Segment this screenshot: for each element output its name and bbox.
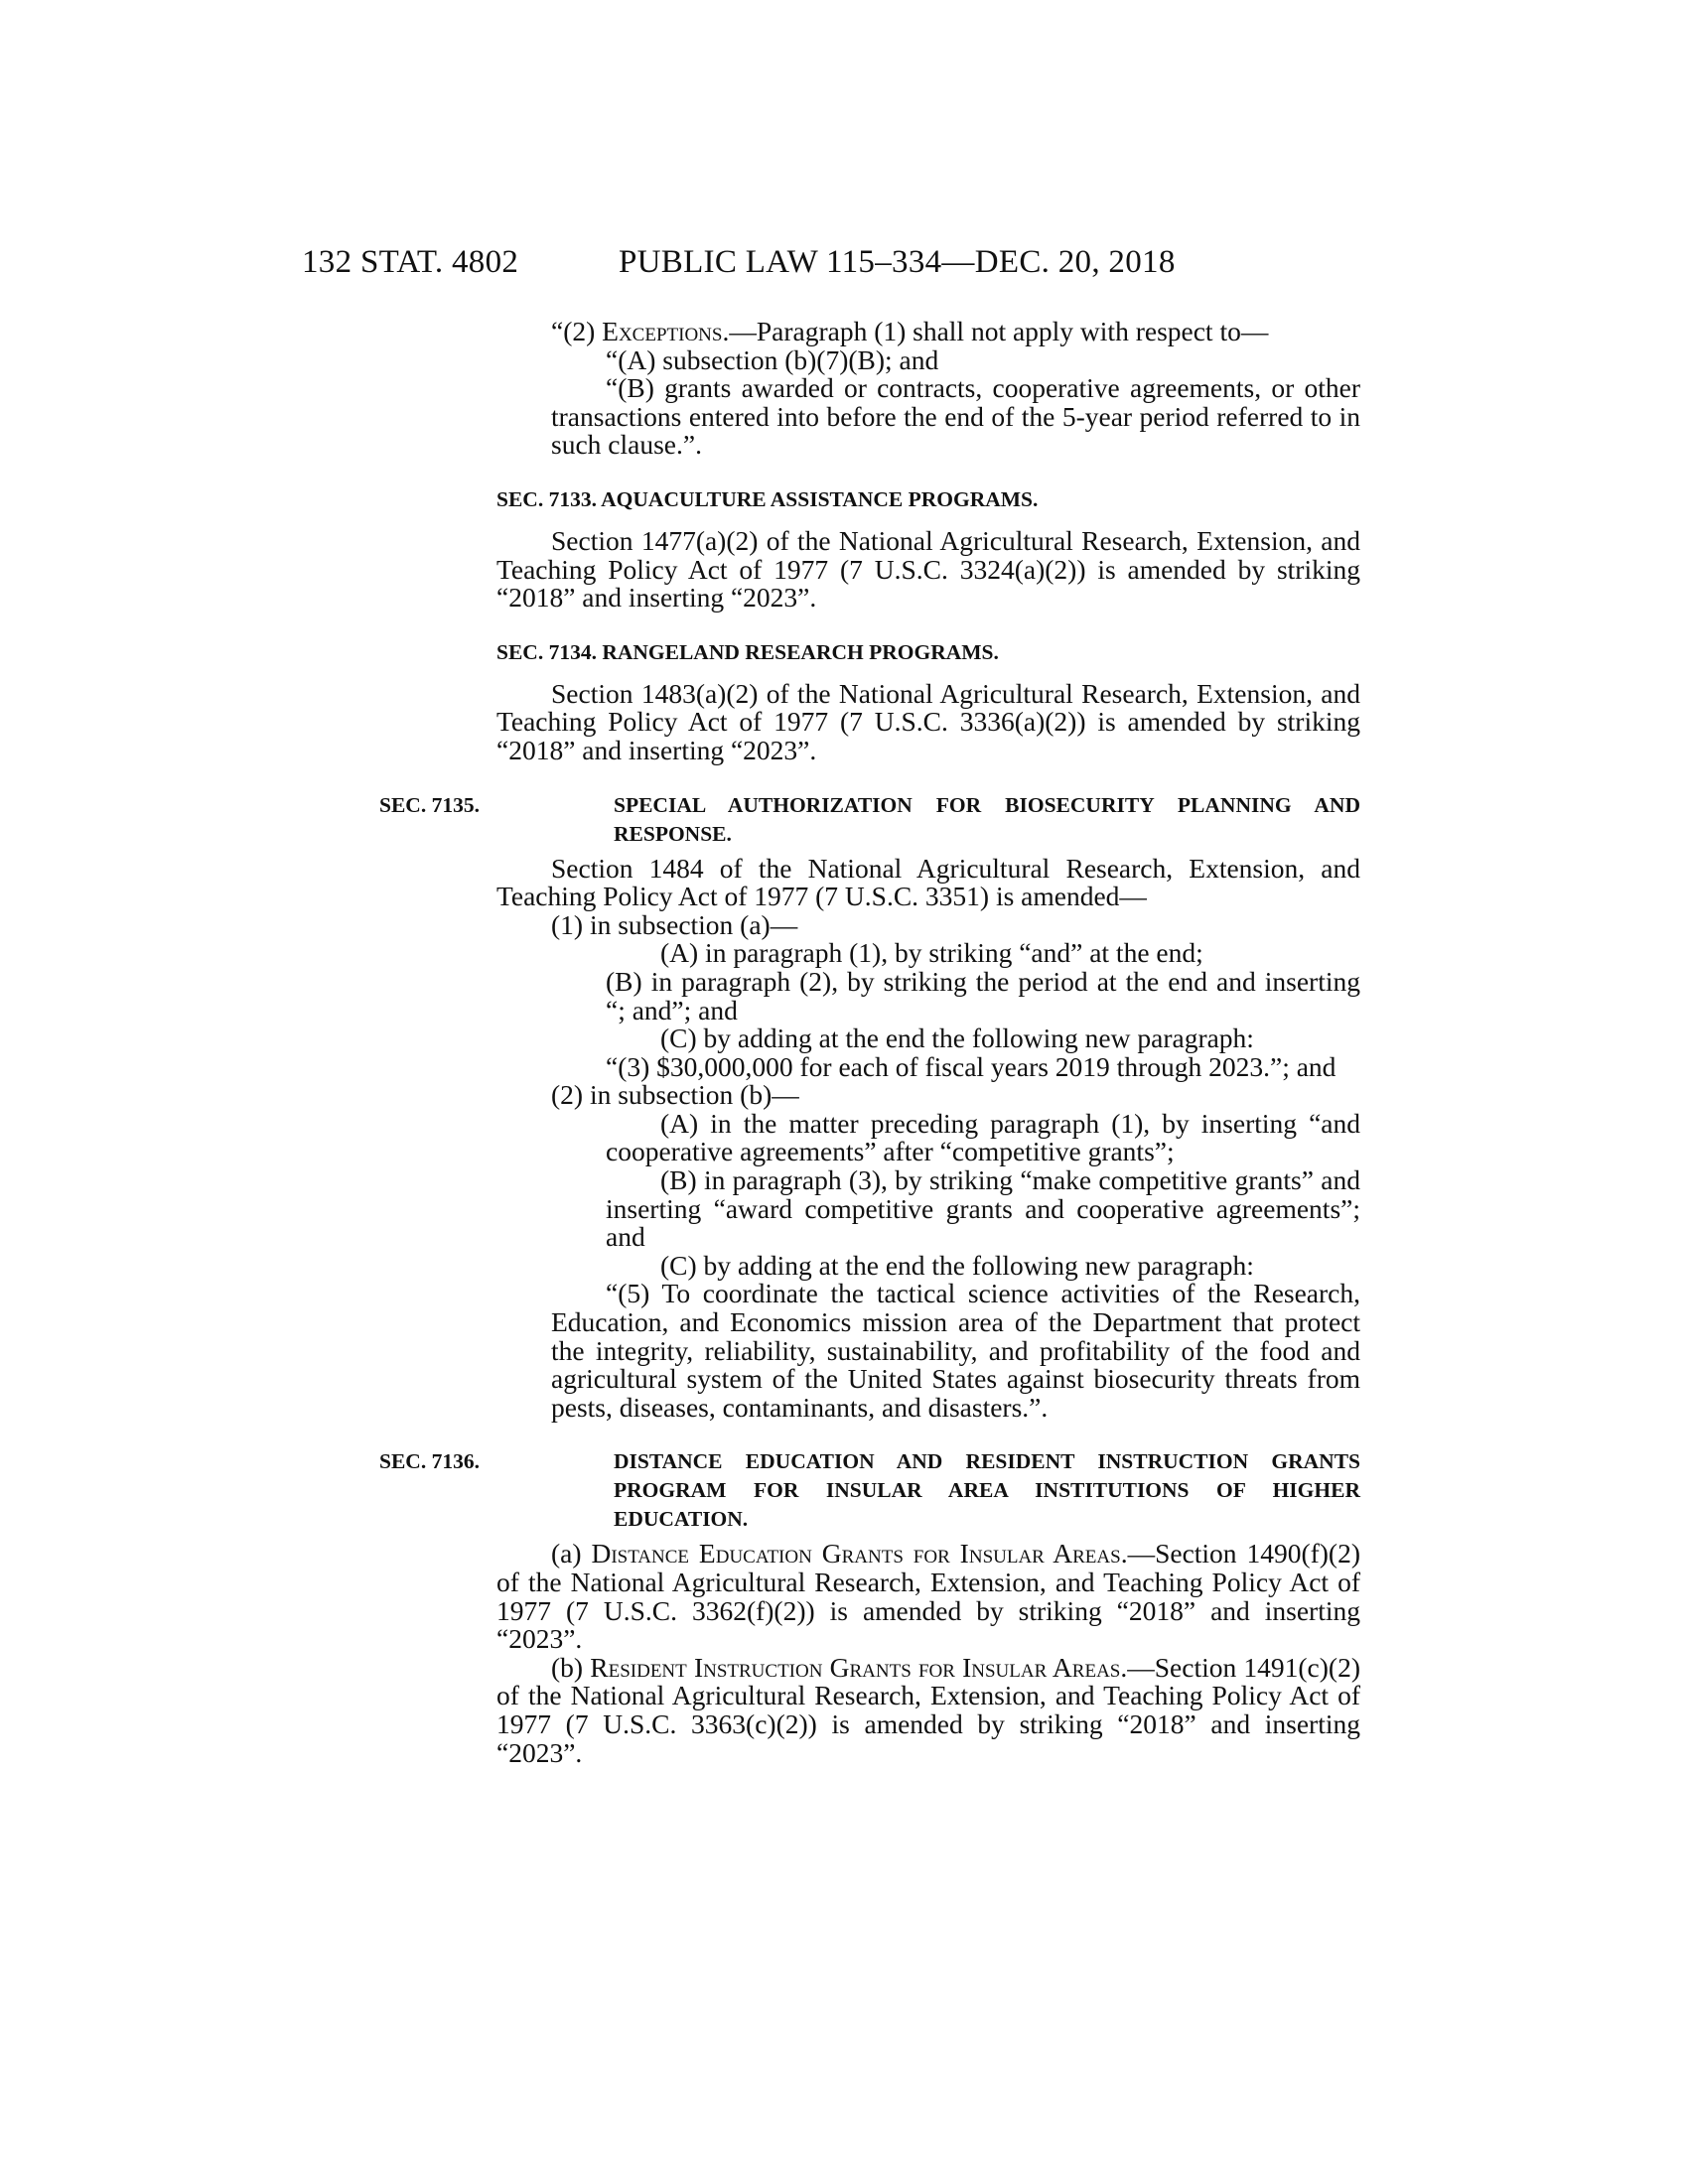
- section-number: SEC. 7136.: [379, 1449, 480, 1474]
- subsection-text: .—Section 1490(f)(2) of the National Agricultural Research, Extension, and Teaching Policy Act of 1977 (7 U.S.C. 3362(f)(2)) is amended by striking “2018” and inserting “2023”.: [496, 1538, 1361, 1655]
- paragraph-1: (1) in subsection (a)—: [551, 908, 798, 940]
- subsection-label: (b): [551, 1651, 584, 1683]
- document-body: [379, 316, 1361, 1768]
- subsection-label: (a): [551, 1538, 582, 1570]
- subsection-a: [496, 1540, 1360, 1653]
- section-heading-7133: SEC. 7133. AQUACULTURE ASSISTANCE PROGRAMS.: [496, 486, 1039, 511]
- subparagraph-1a: (A) in paragraph (1), by striking “and” at the end;: [660, 937, 1203, 969]
- section-heading-7134: SEC. 7134. RANGELAND RESEARCH PROGRAMS.: [496, 639, 999, 664]
- section-intro-7135: Section 1484 of the National Agricultural Research, Extension, and Teaching Policy Act of 1977 (7 U.S.C. 3351) is amended—: [496, 852, 1360, 912]
- para-heading: Exceptions: [602, 316, 723, 346]
- subsection-text: .—Section 1491(c)(2) of the National Agricultural Research, Extension, and Teaching Policy Act of 1977 (7 U.S.C. 3363(c)(2)) is amended by striking “2018” and inserting “2023”.: [496, 1651, 1360, 1768]
- law-title: PUBLIC LAW 115–334—DEC. 20, 2018: [619, 244, 1176, 280]
- section-number: SEC. 7135.: [379, 792, 480, 817]
- subparagraph-2c: (C) by adding at the end the following new paragraph:: [660, 1249, 1254, 1281]
- quoted-paragraph-3: “(3) $30,000,000 for each of fiscal years 2019 through 2023.”; and: [606, 1050, 1336, 1082]
- page-header: [302, 244, 1364, 290]
- exception-item-b: “(B) grants awarded or contracts, cooperative agreements, or other transactions entered into before the end of the 5-year period referred to in such clause.”.: [551, 372, 1360, 461]
- exceptions-paragraph: [496, 318, 1360, 346]
- para-number: “(2): [551, 316, 596, 346]
- quoted-paragraph-5: “(5) To coordinate the tactical science activities of the Research, Education, and Economics mission area of the Department that protect the integrity, reliability, sustainability, and profitability of the food and agricultural system of the United States against biosecurity threats from pests, diseases, contaminants, and disasters.”.: [551, 1278, 1360, 1423]
- section-body-7134: Section 1483(a)(2) of the National Agricultural Research, Extension, and Teaching Policy Act of 1977 (7 U.S.C. 3336(a)(2)) is amended by striking “2018” and inserting “2023”.: [496, 677, 1360, 765]
- subparagraph-1b: (B) in paragraph (2), by striking the period at the end and inserting “; and”; and: [606, 965, 1360, 1025]
- section-title: DISTANCE EDUCATION AND RESIDENT INSTRUCTION GRANTS PROGRAM FOR INSULAR AREA INSTITUTIONS OF HIGHER EDUCATION.: [614, 1449, 1360, 1532]
- section-heading-7136: [379, 1447, 1360, 1534]
- subsection-b: [496, 1651, 1360, 1768]
- subparagraph-2b: (B) in paragraph (3), by striking “make competitive grants” and inserting “award competitive grants and cooperative agreements”; and: [606, 1164, 1360, 1253]
- subsection-heading: Distance Education Grants for Insular Areas: [591, 1538, 1121, 1570]
- section-title: SPECIAL AUTHORIZATION FOR BIOSECURITY PLANNING AND RESPONSE.: [614, 792, 1360, 846]
- para-text: .—Paragraph (1) shall not apply with respect to—: [722, 316, 1269, 346]
- subparagraph-2a: (A) in the matter preceding paragraph (1), by inserting “and cooperative agreements” after “competitive grants”;: [606, 1107, 1360, 1167]
- exception-item-a: “(A) subsection (b)(7)(B); and: [606, 343, 939, 375]
- section-body-7133: Section 1477(a)(2) of the National Agricultural Research, Extension, and Teaching Policy Act of 1977 (7 U.S.C. 3324(a)(2)) is amended by striking “2018” and inserting “2023”.: [496, 524, 1360, 614]
- subsection-heading: Resident Instruction Grants for Insular Areas: [590, 1651, 1121, 1683]
- subparagraph-1c: (C) by adding at the end the following new paragraph:: [660, 1023, 1254, 1054]
- paragraph-2: (2) in subsection (b)—: [551, 1079, 799, 1111]
- section-heading-7135: [379, 791, 1360, 849]
- stat-page-number: 132 STAT. 4802: [302, 244, 519, 280]
